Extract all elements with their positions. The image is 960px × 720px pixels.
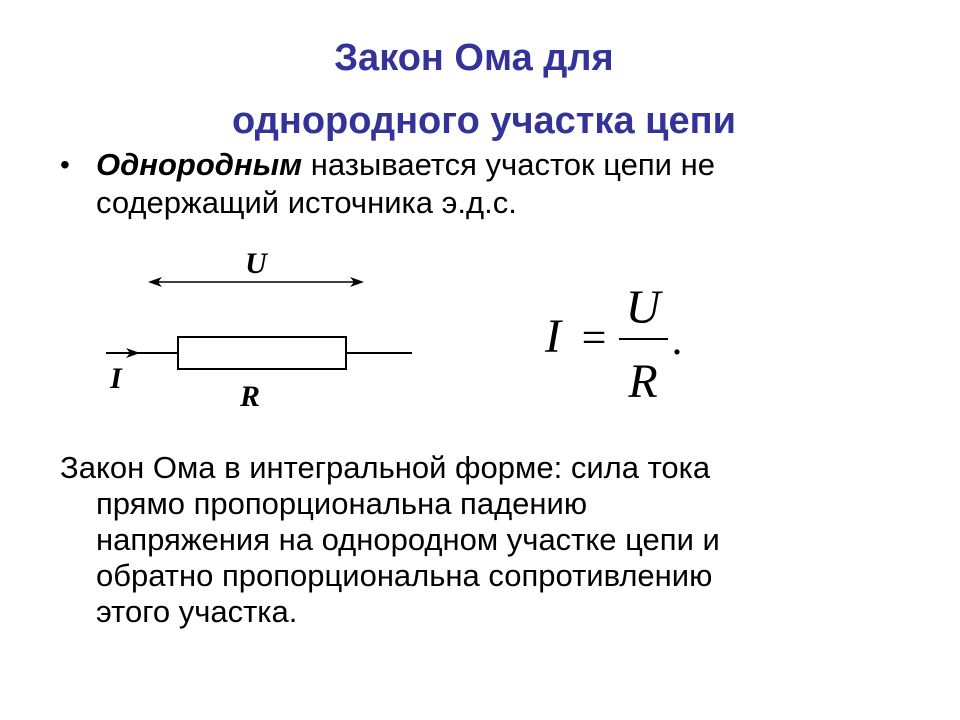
ohms-law-formula <box>535 280 705 405</box>
resistor <box>178 337 346 369</box>
slide-title-line-2: однородного участка цепи <box>232 100 736 142</box>
definition-text <box>96 146 856 222</box>
resistor-circuit-diagram <box>100 240 430 420</box>
definition-term: Однородным <box>96 147 303 182</box>
law-line-1: Закон Ома в интегральной форме: сила тока <box>60 450 711 485</box>
law-line-5: этого участка. <box>96 594 298 629</box>
law-line-2: прямо пропорциональна падению <box>96 486 588 521</box>
definition-rest: называется участок цепи не <box>302 147 715 182</box>
formula-equals: = <box>581 313 607 362</box>
resistance-label: R <box>239 380 261 413</box>
formula-numerator: U <box>625 281 661 334</box>
formula-denominator: R <box>628 355 658 405</box>
formula-period: . <box>671 315 683 364</box>
slide-title-line-1: Закон Ома для <box>334 37 614 79</box>
law-line-3: напряжения на однородном участке цепи и <box>96 522 720 557</box>
formula-current: I <box>545 310 561 363</box>
definition-line-1 <box>96 146 856 184</box>
law-line-4: обратно пропорциональна сопротивлению <box>96 558 713 593</box>
ohms-law-statement <box>60 450 900 630</box>
bullet-dot-icon: • <box>60 149 70 180</box>
definition-line-2: содержащий источника э.д.с. <box>96 185 517 220</box>
current-label: I <box>110 362 122 395</box>
voltage-label: U <box>245 247 267 280</box>
